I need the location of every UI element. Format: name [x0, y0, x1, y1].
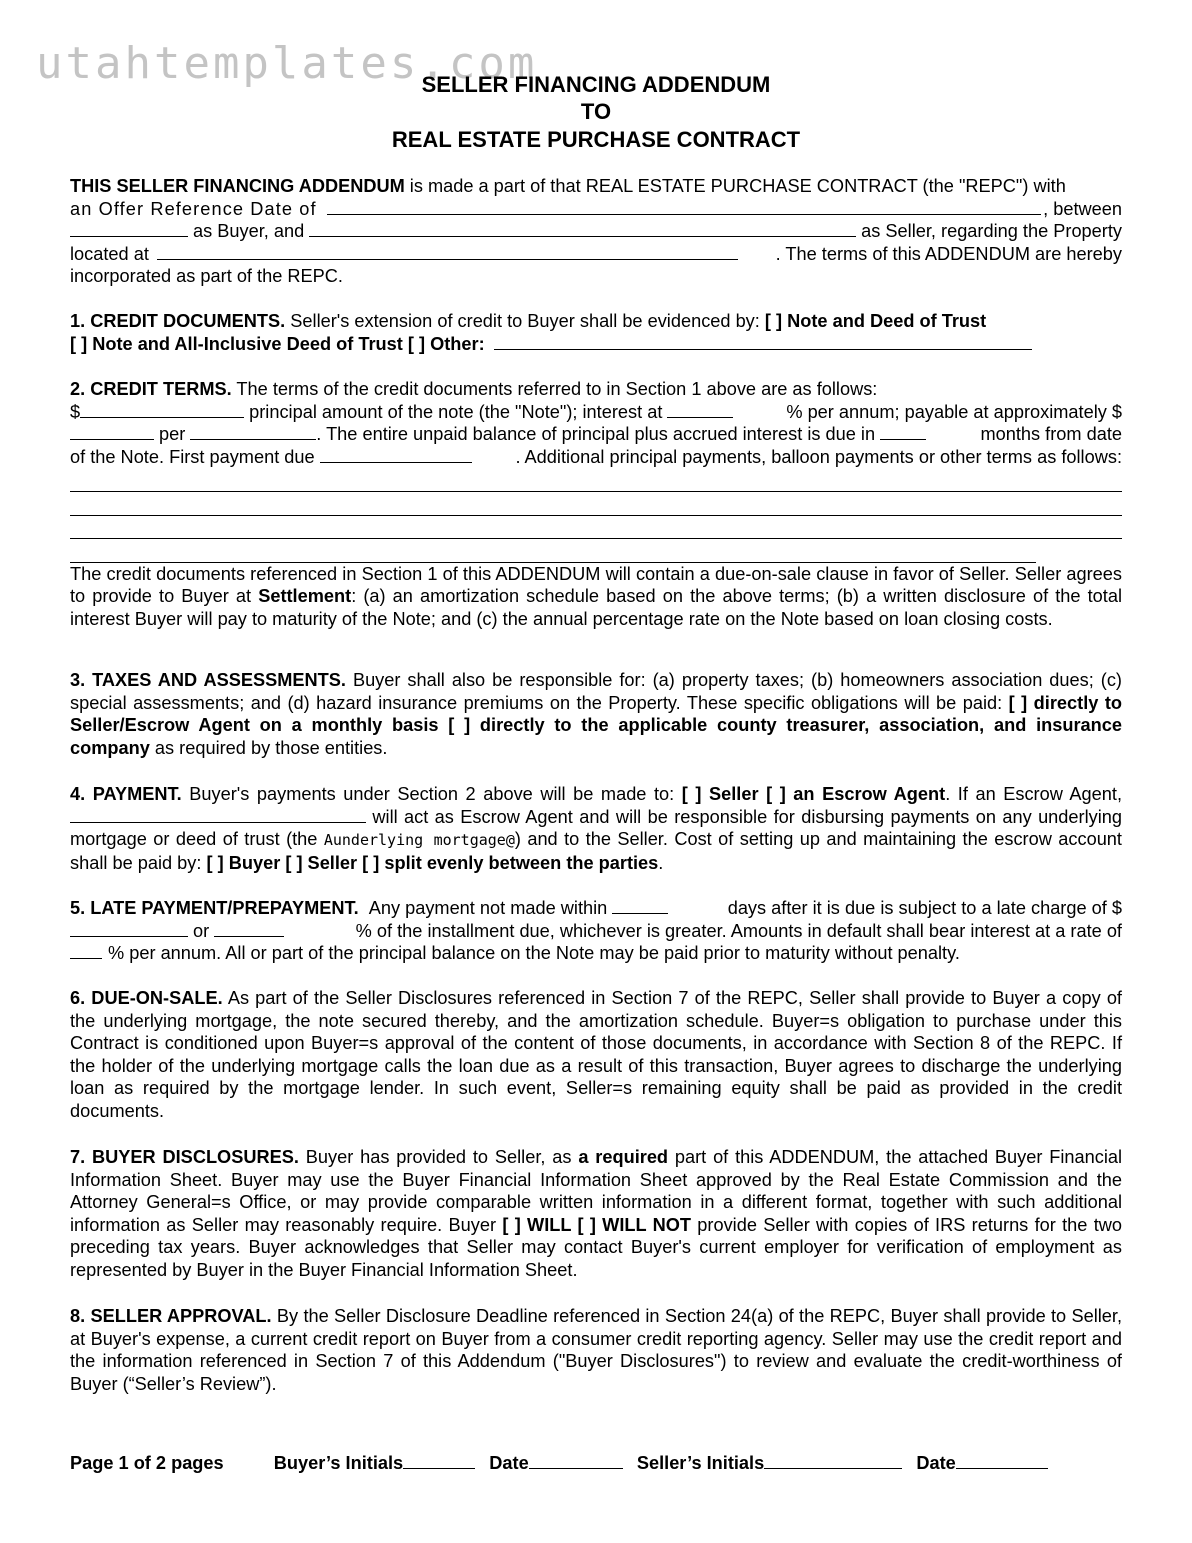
s2-text-3: principal amount of the note (the "Note"); interest at: [249, 401, 663, 422]
s4-text-4: Aunderlying mortgage@: [323, 831, 515, 850]
s4-payee-options[interactable]: [ ] Seller [ ] an Escrow Agent: [681, 784, 946, 804]
additional-terms-line-1[interactable]: [70, 468, 1122, 492]
buyer-date-field[interactable]: [529, 1451, 623, 1469]
section-credit-documents: [70, 310, 1122, 355]
intro-text-2: an Offer Reference Date of: [70, 198, 317, 219]
intro-text-7: . The terms of this ADDENDUM are hereby: [775, 243, 1122, 264]
late-charge-field[interactable]: [70, 920, 188, 937]
s5-text-3: or: [193, 920, 210, 941]
s1-heading: 1. CREDIT DOCUMENTS.: [70, 311, 286, 331]
watermark: utahtemplates.com: [36, 38, 538, 89]
doc-title-line1: SELLER FINANCING ADDENDUM: [421, 72, 771, 97]
s2-text-7: months from date: [980, 424, 1122, 445]
interest-rate-field[interactable]: [667, 401, 733, 418]
s2-text-6: . The entire unpaid balance of principal plus accrued interest is due in: [316, 424, 876, 445]
section-buyer-disclosures: [70, 1146, 1122, 1282]
seller-initials-label: Seller’s Initials: [636, 1453, 765, 1473]
page-footer: [70, 1451, 1048, 1474]
intro-text-6: located at: [70, 243, 149, 264]
s2-text-8: of the Note. First payment due: [70, 446, 315, 467]
s8-heading: 8. SELLER APPROVAL.: [70, 1306, 272, 1326]
seller-date-label: Date: [916, 1453, 956, 1473]
s1-text: Seller's extension of credit to Buyer shall be evidenced by:: [290, 311, 760, 331]
s4-text-3: will act as Escrow Agent and will be responsible for disbursing payments on any underlying mortgage or deed of trust (the: [70, 806, 1122, 850]
additional-terms-line-4[interactable]: [70, 539, 1036, 563]
months-field[interactable]: [880, 423, 926, 440]
principal-field[interactable]: [80, 401, 244, 418]
seller-initials-field[interactable]: [764, 1451, 902, 1469]
seller-name-field[interactable]: [309, 220, 856, 237]
escrow-agent-field[interactable]: [70, 806, 366, 823]
s5-heading: 5. LATE PAYMENT/PREPAYMENT.: [70, 898, 359, 918]
s7-bold-1: a required: [578, 1147, 669, 1167]
s6-heading: 6. DUE-ON-SALE.: [70, 988, 223, 1008]
s7-text-2: part of this ADDENDUM, the attached Buyer Financial Information Sheet. Buyer may use the Buyer Financial Information Sheet approved by the Real Estate Commission and the Attorney General=s Office, or may provide comparable written information in a different format, together with such additional information as Seller may reasonably require. Buyer: [70, 1147, 1123, 1235]
section-taxes: [70, 669, 1122, 759]
s1-option-note-deed[interactable]: [ ] Note and Deed of Trust: [764, 311, 987, 331]
additional-terms-line-3[interactable]: [70, 516, 1122, 540]
section-due-on-sale: [70, 987, 1122, 1123]
s4-heading: 4. PAYMENT.: [70, 784, 182, 804]
s1-option-other[interactable]: [ ] Note and All-Inclusive Deed of Trust [ ] Other:: [70, 333, 485, 354]
s3-text-2: as required by those entities.: [154, 737, 388, 758]
s2-text-1: The terms of the credit documents referred to in Section 1 above are as follows:: [236, 379, 878, 399]
grace-days-field[interactable]: [612, 897, 668, 914]
s2-text-5: per: [159, 424, 186, 445]
section-credit-terms: [70, 378, 1122, 631]
s7-irs-options[interactable]: [ ] WILL [ ] WILL NOT: [502, 1214, 691, 1235]
buyer-name-field[interactable]: [70, 220, 188, 237]
buyer-initials-label: Buyer’s Initials: [273, 1453, 404, 1473]
intro-text-8: incorporated as part of the REPC.: [70, 266, 343, 287]
s2-heading: 2. CREDIT TERMS.: [70, 379, 232, 399]
s4-text-5: ) and to the Seller. Cost of setting up and maintaining the escrow account shall be paid by:: [70, 829, 1122, 873]
intro-text-3: , between: [1043, 198, 1122, 219]
s5-text-5: % per annum. All or part of the principal balance on the Note may be paid prior to maturity without penalty.: [108, 943, 960, 964]
s5-text-4: % of the installment due, whichever is greater. Amounts in default shall bear interest at a rate of: [355, 920, 1122, 941]
s4-text-1: Buyer's payments under Section 2 above will be made to:: [189, 784, 675, 804]
doc-title-line3: REAL ESTATE PURCHASE CONTRACT: [391, 127, 801, 152]
doc-title-line2: TO: [580, 99, 612, 124]
buyer-initials-field[interactable]: [403, 1451, 475, 1469]
additional-terms-line-2[interactable]: [70, 492, 1122, 516]
intro-text-4: as Buyer, and: [193, 221, 305, 242]
section-late-payment: [70, 897, 1122, 965]
s2-dollar: $: [70, 401, 81, 422]
first-payment-field[interactable]: [320, 446, 472, 463]
s4-text-2: . If an Escrow Agent,: [945, 784, 1122, 804]
intro-text-1: is made a part of that REAL ESTATE PURCHASE CONTRACT (the "REPC") with: [409, 176, 1066, 196]
payment-amount-field[interactable]: [70, 423, 154, 440]
intro-text-5: as Seller, regarding the Property: [861, 221, 1122, 242]
s3-heading: 3. TAXES AND ASSESSMENTS.: [70, 670, 346, 690]
seller-date-field[interactable]: [956, 1451, 1048, 1469]
s4-cost-options[interactable]: [ ] Buyer [ ] Seller [ ] split evenly between the parties: [206, 852, 659, 873]
intro-paragraph: [70, 175, 1122, 288]
property-address-field[interactable]: [157, 243, 738, 260]
default-rate-field[interactable]: [70, 942, 102, 959]
late-percent-field[interactable]: [214, 920, 284, 937]
s2-text-9: . Additional principal payments, balloon payments or other terms as follows:: [515, 446, 1122, 467]
s6-text: As part of the Seller Disclosures referenced in Section 7 of the REPC, Seller shall provide to Buyer a copy of the underlying mortgage, the note secured thereby, and the amortization schedule. Buyer=s obligation to purchase under this Contract is conditioned upon Buyer=s approval of the content of those documents, in accordance with Section 8 of the REPC. If the holder of the underlying mortgage calls the loan due as a result of this transaction, Buyer agrees to discharge the underlying loan as required by the mortgage lender. In such event, Seller=s remaining equity shall be paid as provided in the credit documents.: [70, 988, 1122, 1121]
s5-text-1: Any payment not made within: [368, 898, 608, 918]
s3-text-1: Buyer shall also be responsible for: (a) property taxes; (b) homeowners association dues; (c) special assessments; and (d) hazard insurance premiums on the Property. These specific obligations will be paid:: [70, 670, 1122, 713]
s7-text-1: Buyer has provided to Seller, as: [305, 1147, 572, 1167]
buyer-date-label: Date: [489, 1453, 529, 1473]
s2-paragraph-2: The credit documents referenced in Section 1 of this ADDENDUM will contain a due-on-sale clause in favor of Seller. Seller agrees to provide to Buyer at Settlement: (a) an amortization schedule based on the above terms; (b) a written disclosure of the total interest Buyer will pay to maturity of the Note; and (c) the annual percentage rate on the Note based on loan closing costs.: [70, 563, 1122, 629]
section-payment: 4. PAYMENT. Buyer's payments under Section 2 above will be made to: [ ] Seller [ ] an Escrow Agent. If an Escrow Agent, will act as Escrow Agent and will be responsible for disbursing payments on any underlying mortgage or deed of trust (the Aunderlying mortgage@) and to the Seller. Cost of setting up and maintaining the escrow account shall be paid by: [ ] Buyer [ ] Seller [ ] split evenly between the parties.: [70, 784, 1122, 873]
intro-bold: THIS SELLER FINANCING ADDENDUM: [70, 176, 405, 196]
s7-heading: 7. BUYER DISCLOSURES.: [70, 1147, 299, 1167]
offer-date-field[interactable]: [327, 198, 1041, 215]
s3-options[interactable]: [ ] directly to Seller/Escrow Agent on a monthly basis [ ] directly to the applicable county treasurer, association, and insurance company: [70, 692, 1122, 758]
s1-other-field[interactable]: [494, 333, 1032, 350]
section-seller-approval: [70, 1305, 1122, 1395]
s7-text-3: provide Seller with copies of IRS returns for the two preceding tax years. Buyer acknowledges that Seller may contact Buyer's current employer for verification of employment as represented by Buyer in the Buyer Financial Information Sheet.: [70, 1214, 1122, 1280]
s2-text-4: % per annum; payable at approximately $: [786, 401, 1122, 422]
s5-text-2: days after it is due is subject to a late charge of $: [727, 898, 1122, 918]
page-number: Page 1 of 2 pages: [70, 1453, 224, 1473]
payment-period-field[interactable]: [190, 423, 316, 440]
s8-text: By the Seller Disclosure Deadline referenced in Section 24(a) of the REPC, Buyer shall provide to Seller, at Buyer's expense, a current credit report on Buyer from a consumer credit reporting agency. Seller may use the credit report and the information referenced in Section 7 of this Addendum ("Buyer Disclosures") to review and evaluate the credit-worthiness of Buyer (“Seller’s Review”).: [70, 1306, 1122, 1394]
